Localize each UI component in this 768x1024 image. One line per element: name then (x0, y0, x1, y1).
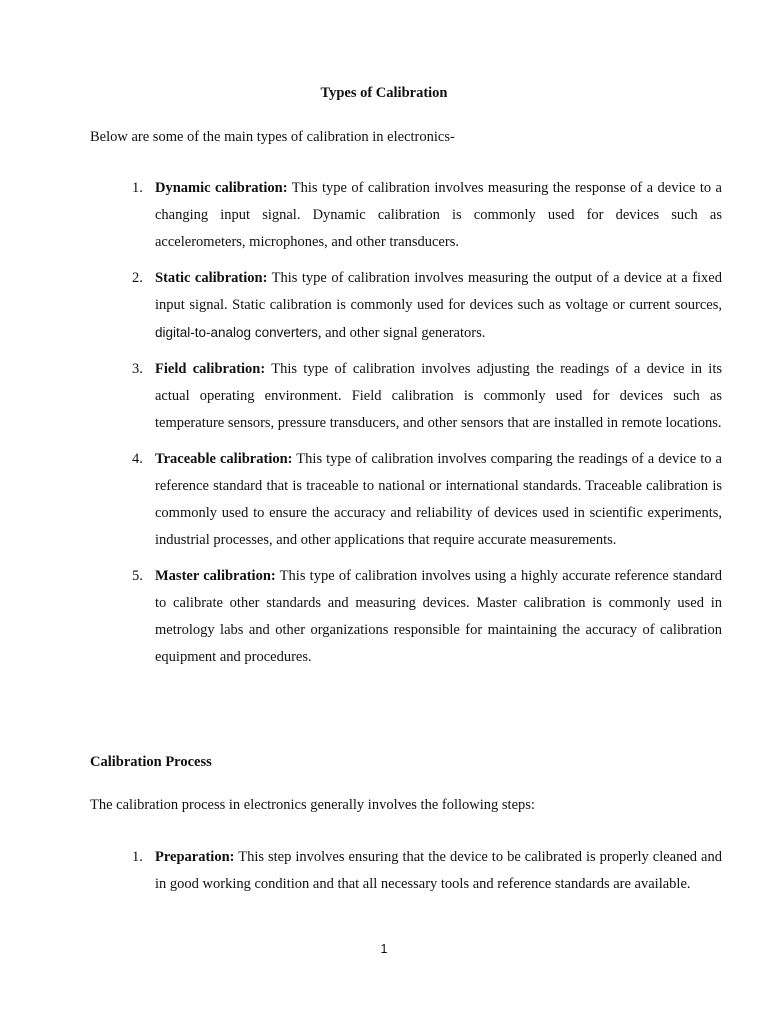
list-text: This type of calibration involves measuring the response of a device to a changing input signal. Dynamic calibration is commonly used for devices such as accelerometers, microphones, and other transducers. (155, 180, 722, 250)
list-text: This type of calibration involves adjusting the readings of a device in its actual operating environment. Field calibration is commonly used for devices such as temperature sensors, pressure transducers, and other sensors that are installed in remote locations. (155, 361, 722, 431)
list-number: 1. (132, 849, 143, 865)
list-item (0, 844, 722, 898)
list-text: , and other signal generators. (317, 325, 486, 341)
list-text: This step involves ensuring that the device to be calibrated is properly cleaned and in good working condition and that all necessary tools and reference standards are available. (155, 849, 722, 892)
process-intro-paragraph: The calibration process in electronics generally involves the following steps: (90, 797, 535, 813)
inline-link[interactable]: digital-to-analog converters (155, 325, 318, 340)
process-heading: Calibration Process (90, 754, 212, 770)
list-text: This type of calibration involves measuring the output of a device at a fixed input signal. Static calibration is commonly used for devices such as voltage or current sources, (155, 270, 722, 313)
list-term: Static calibration: (155, 270, 268, 286)
intro-paragraph: Below are some of the main types of calibration in electronics- (90, 129, 455, 145)
list-item (0, 356, 722, 437)
list-text: This type of calibration involves comparing the readings of a device to a reference standard that is traceable to national or international standards. Traceable calibration is commonly used to ensure the accuracy and reliability of devices used in scientific experiments, industrial processes, and other applications that require accurate measurements. (155, 451, 722, 548)
list-term: Dynamic calibration: (155, 180, 288, 196)
process-steps-list (0, 844, 722, 907)
document-title: Types of Calibration (320, 85, 448, 101)
list-text: This type of calibration involves using a highly accurate reference standard to calibrate other standards and measuring devices. Master calibration is commonly used in metrology labs and other organizations responsible for maintaining the accuracy of calibration equipment and procedures. (155, 568, 723, 665)
page-number: 1 (380, 942, 388, 956)
list-item (0, 446, 722, 554)
list-number: 5. (132, 568, 143, 584)
list-term: Traceable calibration: (155, 451, 293, 467)
list-item (0, 175, 722, 256)
list-number: 2. (132, 270, 143, 286)
list-number: 3. (132, 361, 143, 377)
calibration-types-list (0, 175, 722, 680)
list-number: 4. (132, 451, 143, 467)
list-number: 1. (132, 180, 143, 196)
list-term: Preparation: (155, 849, 235, 865)
list-term: Field calibration: (155, 361, 266, 377)
list-item (0, 563, 722, 671)
list-term: Master calibration: (155, 568, 276, 584)
list-item (0, 265, 722, 347)
